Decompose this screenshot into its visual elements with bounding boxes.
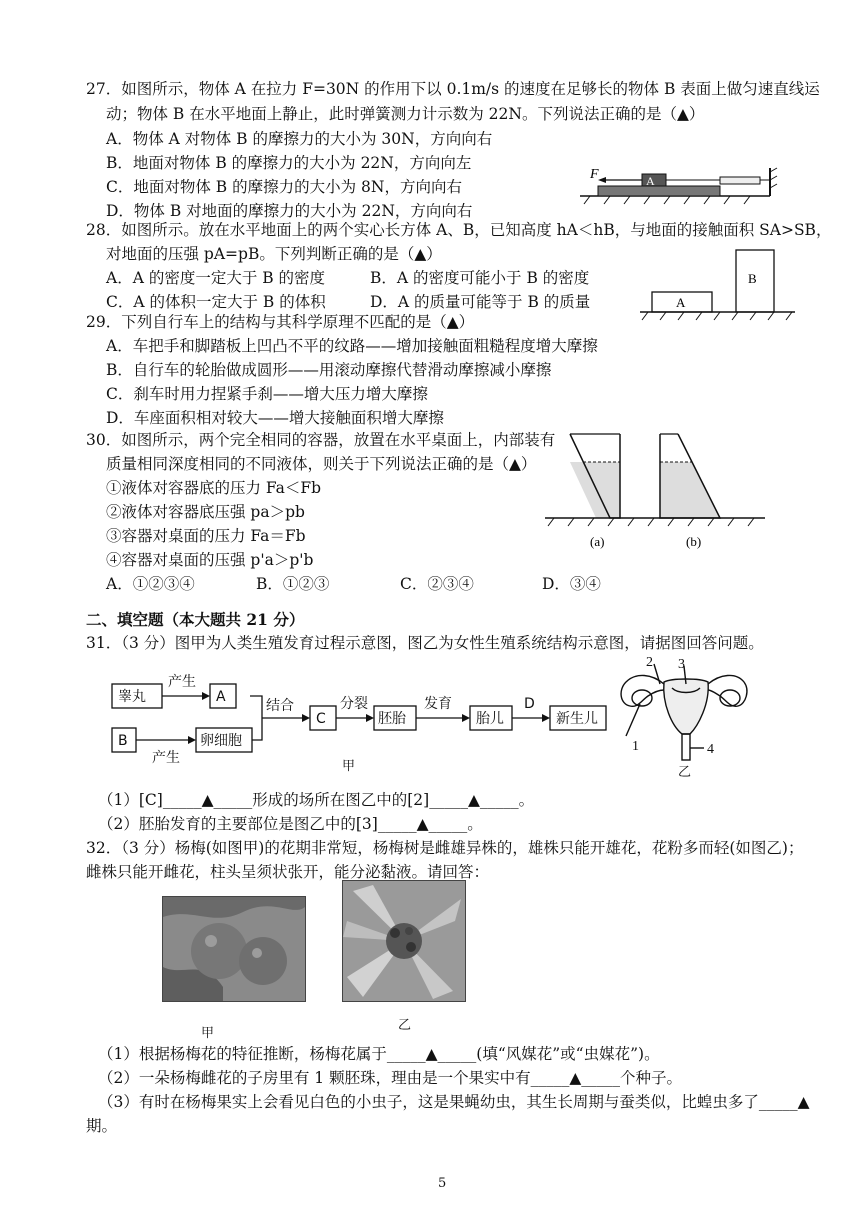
q32-sub3: （3）有时在杨梅果实上会看见白色的小虫子，这是果蝇幼虫，其生长周期与蚕类似，比蝗虫多了_____▲ [98,1093,810,1111]
flow-produce-1: 产生 [168,674,196,690]
flow-develop: 发育 [424,696,452,712]
q30-stem-line2: 质量相同深度相同的不同液体，则关于下列说法正确的是（▲） [106,455,537,473]
flow-combine: 结合 [266,698,294,714]
q28-figure [640,245,800,325]
bayberry-flower-photo [342,880,466,1002]
q30-choice-b: B．①②③ [256,575,330,593]
flow-fetus: 胎儿 [476,711,504,727]
q30-item-4: ④容器对桌面的压强 p'a＞p'b [106,551,314,569]
q28-fig-a: A [676,295,686,310]
q31-uterus-figure [612,654,752,778]
q27-fig-a: A [646,174,655,188]
q30-item-1: ①液体对容器底的压力 Fa＜Fb [106,479,322,497]
q28-option-a: A．A 的密度一定大于 B 的密度 [106,269,326,287]
q27-figure [580,168,780,213]
flow-b: B [118,733,128,749]
q30-item-2: ②液体对容器底压强 pa＞pb [106,503,305,521]
q31-stem: 31．（3 分）图甲为人类生殖发育过程示意图，图乙为女性生殖系统结构示意图，请据图回答问题。 [86,634,764,652]
section-title: 二、填空题（本大题共 21 分） [86,610,305,629]
flow-egg: 卵细胞 [200,733,242,749]
uterus-label-4: 4 [707,742,714,757]
q28-option-d: D．A 的质量可能等于 B 的质量 [370,293,591,311]
flow-embryo: 胚胎 [378,711,406,727]
q28-fig-b: B [748,271,757,286]
q29-option-c: C．刹车时用力捏紧手刹——增大压力增大摩擦 [106,385,428,403]
q31-flowchart [110,664,620,776]
q30-choice-c: C．②③④ [400,575,474,593]
q27-option-d: D．物体 B 对地面的摩擦力的大小为 22N，方向向右 [106,202,473,220]
uterus-label-3: 3 [678,657,685,672]
q30-fig-label-a: (a) [590,534,605,549]
flow-newborn: 新生儿 [556,711,598,727]
q30-figure [540,428,780,558]
q32-caption-1: 甲 [201,1026,215,1041]
q29-option-a: A．车把手和脚踏板上凹凸不平的纹路——增加接触面粗糙程度增大摩擦 [106,337,598,355]
q32-stem-line1: 32．（3 分）杨梅(如图甲)的花期非常短，杨梅树是雌雄异株的，雄株只能开雄花，花粉多而轻(如图乙)； [86,839,804,857]
q27-option-a: A．物体 A 对物体 B 的摩擦力的大小为 30N，方向向右 [106,130,493,148]
flow-d: D [524,696,535,712]
uterus-label-2: 2 [646,655,653,670]
q32-caption-2: 乙 [398,1018,412,1033]
q29-option-d: D．车座面积相对较大——增大接触面积增大摩擦 [106,409,444,427]
q27-stem-line1: 27．如图所示，物体 A 在拉力 F=30N 的作用下以 0.1m/s 的速度在足够长的物体 B 表面上做匀速直线运 [86,80,820,98]
q29-stem: 29．下列自行车上的结构与其科学原理不匹配的是（▲） [86,313,475,331]
q31-sub2: （2）胚胎发育的主要部位是图乙中的[3]_____▲_____。 [98,815,483,833]
q30-fig-label-b: (b) [686,534,702,549]
page-number: 5 [438,1176,447,1191]
q28-stem-line1: 28．如图所示。放在水平地面上的两个实心长方体 A、B，已知高度 hA＜hB，与地面的接触面积 SA>SB， [86,221,832,239]
q32-sub1: （1）根据杨梅花的特征推断，杨梅花属于_____▲_____(填“风媒花”或“虫媒花”)。 [98,1045,660,1063]
q27-option-b: B．地面对物体 B 的摩擦力的大小为 22N，方向向左 [106,154,472,172]
flow-caption: 甲 [342,759,356,774]
bayberry-fruit-photo [162,896,306,1002]
flow-produce-2: 产生 [152,750,180,766]
q30-stem-line1: 30．如图所示，两个完全相同的容器，放置在水平桌面上，内部装有 [86,431,556,449]
q29-option-b: B．自行车的轮胎做成圆形——用滚动摩擦代替滑动摩擦减小摩擦 [106,361,552,379]
q30-item-3: ③容器对桌面的压力 Fa＝Fb [106,527,306,545]
uterus-caption: 乙 [678,765,692,780]
q28-stem-line2: 对地面的压强 pA=pB。下列判断正确的是（▲） [106,245,442,263]
q27-stem-line2: 动；物体 B 在水平地面上静止，此时弹簧测力计示数为 22N。下列说法正确的是（▲） [106,105,705,123]
q31-sub1: （1）[C]_____▲_____形成的场所在图乙中的[2]_____▲_____。 [98,791,535,809]
flow-divide: 分裂 [340,696,368,712]
q32-sub3-cont: 期。 [86,1117,118,1135]
q27-option-c: C．地面对物体 B 的摩擦力的大小为 8N，方向向右 [106,178,462,196]
flow-c: C [316,711,326,727]
q32-sub2: （2）一朵杨梅雌花的子房里有 1 颗胚珠，理由是一个果实中有_____▲_____个种子。 [98,1069,682,1087]
q30-choice-d: D．③④ [542,575,601,593]
flow-a: A [216,689,226,705]
q27-fig-f: F [590,167,599,182]
q28-option-c: C．A 的体积一定大于 B 的体积 [106,293,326,311]
uterus-label-1: 1 [632,739,639,754]
q28-option-b: B．A 的密度可能小于 B 的密度 [370,269,590,287]
flow-testis: 睾丸 [118,689,146,705]
q30-choice-a: A．①②③④ [106,575,195,593]
q32-stem-line2: 雌株只能开雌花，柱头呈须状张开，能分泌黏液。请回答： [86,863,490,881]
